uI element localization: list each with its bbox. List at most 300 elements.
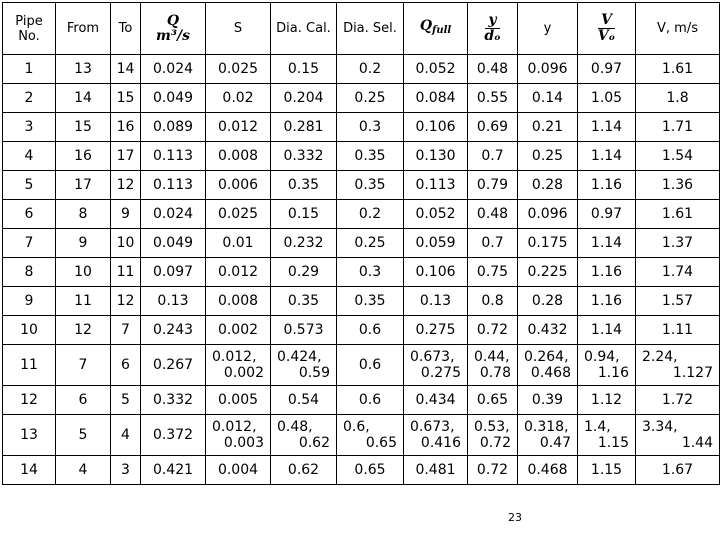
cell-y: [518, 386, 578, 415]
cell-dia-sel-value: 0.6: [358, 357, 382, 373]
cell-dia-cal-value: 0.48,: [277, 419, 313, 435]
cell-pipe-no: 14: [3, 456, 56, 485]
cell-v-ms-value: 1.11: [661, 322, 694, 338]
cell-s: [206, 415, 271, 456]
cell-y: [518, 287, 578, 316]
header-q-symbol: Q: [166, 12, 180, 29]
cell-dia-cal: [271, 84, 337, 113]
cell-y-over-do-value: 0.65: [476, 392, 509, 408]
cell-s-value: 0.002: [217, 322, 259, 338]
cell-to: 3: [111, 456, 141, 485]
cell-s-value: 0.012,: [212, 419, 257, 435]
cell-v-over-vo: [578, 287, 636, 316]
cell-from: 4: [56, 456, 111, 485]
cell-v-ms-value: 2.24,: [642, 349, 678, 365]
cell-from: 17: [56, 171, 111, 200]
cell-dia-cal-value: 0.232: [283, 235, 324, 251]
cell-s-value: 0.025: [217, 206, 259, 222]
cell-q: 0.049: [141, 229, 206, 258]
cell-dia-cal-value: 0.62: [298, 435, 330, 451]
cell-y-over-do: [468, 287, 518, 316]
cell-q-full-value: 0.481: [415, 462, 456, 478]
cell-dia-cal-value: 0.35: [287, 177, 320, 193]
cell-y-over-do-value: 0.7: [481, 148, 504, 164]
cell-dia-cal: [271, 345, 337, 386]
cell-y-over-do-value: 0.69: [476, 119, 509, 135]
cell-q: 0.13: [141, 287, 206, 316]
cell-v-ms-value: 1.127: [672, 365, 713, 381]
cell-pipe-no: 12: [3, 386, 56, 415]
cell-dia-sel: [337, 258, 404, 287]
cell-y: [518, 171, 578, 200]
cell-to: 14: [111, 55, 141, 84]
cell-y-value: 0.28: [531, 177, 564, 193]
cell-y-value: 0.225: [527, 264, 568, 280]
cell-y-value: 0.21: [531, 119, 564, 135]
cell-y-over-do-value: 0.72: [479, 435, 511, 451]
cell-v-over-vo: [578, 258, 636, 287]
cell-s-value: 0.005: [217, 392, 259, 408]
cell-s-value: 0.006: [217, 177, 259, 193]
header-y-over-do-den: dₒ: [484, 28, 501, 44]
cell-q-full: [404, 171, 468, 200]
cell-y-value: 0.432: [527, 322, 568, 338]
cell-dia-cal: [271, 456, 337, 485]
table-row: [3, 386, 720, 415]
cell-dia-sel-value: 0.6: [358, 392, 382, 408]
cell-dia-cal: [271, 258, 337, 287]
cell-q-full-value: 0.052: [415, 61, 456, 77]
header-y-over-do-num: y: [485, 13, 499, 29]
cell-to: 9: [111, 200, 141, 229]
table-row: [3, 142, 720, 171]
cell-from: 15: [56, 113, 111, 142]
cell-v-over-vo: [578, 229, 636, 258]
cell-dia-cal-value: 0.204: [283, 90, 324, 106]
cell-s: [206, 113, 271, 142]
cell-v-ms: [636, 386, 720, 415]
cell-pipe-no: 7: [3, 229, 56, 258]
cell-q: 0.089: [141, 113, 206, 142]
table-row: [3, 229, 720, 258]
cell-v-ms-value: 1.44: [681, 435, 713, 451]
cell-q-full-value: 0.113: [415, 177, 456, 193]
cell-pipe-no: 5: [3, 171, 56, 200]
cell-v-ms-value: 1.67: [661, 462, 694, 478]
cell-y: [518, 55, 578, 84]
cell-s-value: 0.002: [223, 365, 264, 381]
cell-dia-sel: [337, 316, 404, 345]
cell-dia-sel-value: 0.25: [354, 90, 386, 106]
cell-s-value: 0.01: [222, 235, 254, 251]
cell-y-over-do-value: 0.55: [476, 90, 509, 106]
cell-dia-cal: [271, 113, 337, 142]
cell-s-value: 0.003: [223, 435, 264, 451]
cell-pipe-no: 4: [3, 142, 56, 171]
cell-y-value: 0.096: [527, 206, 568, 222]
cell-q-full: [404, 316, 468, 345]
header-y-over-do: [468, 3, 518, 55]
header-dia-cal: Dia. Cal.: [271, 3, 337, 55]
cell-q-full-value: 0.673,: [410, 349, 455, 365]
cell-y-over-do-value: 0.79: [476, 177, 509, 193]
cell-v-over-vo-value: 1.4,: [584, 419, 611, 435]
cell-q-full-value: 0.084: [415, 90, 456, 106]
cell-v-ms: [636, 200, 720, 229]
cell-y-over-do-value: 0.44,: [474, 349, 510, 365]
cell-dia-sel-value: 0.6,: [343, 419, 370, 435]
table-row: [3, 316, 720, 345]
cell-y: [518, 316, 578, 345]
table-row: [3, 171, 720, 200]
cell-dia-sel-value: 0.65: [365, 435, 397, 451]
cell-from: 12: [56, 316, 111, 345]
cell-to: 5: [111, 386, 141, 415]
cell-to: 17: [111, 142, 141, 171]
cell-v-over-vo-value: 1.14: [590, 322, 623, 338]
cell-y: [518, 456, 578, 485]
cell-y-value: 0.25: [531, 148, 564, 164]
cell-y: [518, 345, 578, 386]
cell-s-value: 0.008: [217, 148, 259, 164]
cell-v-over-vo-value: 1.15: [590, 462, 623, 478]
cell-y-over-do: [468, 171, 518, 200]
cell-dia-cal-value: 0.573: [283, 322, 324, 338]
cell-y-over-do-value: 0.7: [481, 235, 504, 251]
cell-q-full-value: 0.673,: [410, 419, 455, 435]
table-row: [3, 287, 720, 316]
cell-s: [206, 55, 271, 84]
cell-dia-sel-value: 0.2: [358, 61, 382, 77]
cell-v-ms-value: 1.54: [661, 148, 694, 164]
cell-dia-cal-value: 0.54: [287, 392, 320, 408]
cell-to: 10: [111, 229, 141, 258]
cell-y-over-do-value: 0.75: [476, 264, 509, 280]
cell-dia-sel: [337, 386, 404, 415]
cell-s: [206, 287, 271, 316]
cell-y-over-do: [468, 200, 518, 229]
header-dia-sel: Dia. Sel.: [337, 3, 404, 55]
header-v-over-vo-num: V: [598, 13, 615, 29]
cell-pipe-no: 10: [3, 316, 56, 345]
cell-q-full: [404, 229, 468, 258]
cell-q: 0.097: [141, 258, 206, 287]
cell-y-over-do: [468, 415, 518, 456]
cell-s: [206, 386, 271, 415]
cell-v-ms-value: 1.57: [661, 293, 694, 309]
cell-from: 6: [56, 386, 111, 415]
cell-v-over-vo: [578, 142, 636, 171]
cell-from: 5: [56, 415, 111, 456]
cell-dia-cal-value: 0.62: [287, 462, 320, 478]
cell-to: 15: [111, 84, 141, 113]
cell-pipe-no: 1: [3, 55, 56, 84]
cell-from: 16: [56, 142, 111, 171]
cell-q-full-value: 0.434: [415, 392, 456, 408]
cell-y-over-do-value: 0.78: [479, 365, 511, 381]
header-q-unit: m³/s: [156, 27, 190, 44]
cell-v-over-vo-value: 1.16: [590, 293, 623, 309]
cell-dia-cal-value: 0.59: [298, 365, 330, 381]
header-q-full-sub: full: [432, 25, 452, 36]
cell-v-ms-value: 3.34,: [642, 419, 678, 435]
cell-q: 0.243: [141, 316, 206, 345]
table-row: [3, 415, 720, 456]
cell-dia-cal-value: 0.424,: [277, 349, 322, 365]
cell-y: [518, 229, 578, 258]
table-row: [3, 200, 720, 229]
cell-s: [206, 84, 271, 113]
cell-dia-cal-value: 0.35: [287, 293, 320, 309]
cell-s: [206, 229, 271, 258]
header-v-ms: V, m/s: [636, 3, 720, 55]
header-q: [141, 3, 206, 55]
cell-q-full-value: 0.106: [415, 264, 456, 280]
cell-q-full-value: 0.106: [415, 119, 456, 135]
cell-v-over-vo-value: 1.14: [590, 235, 623, 251]
table-body: [3, 55, 720, 485]
cell-y-over-do: [468, 316, 518, 345]
cell-dia-sel-value: 0.35: [354, 293, 386, 309]
cell-dia-cal: [271, 55, 337, 84]
cell-v-ms: [636, 316, 720, 345]
cell-q-full: [404, 287, 468, 316]
header-row: [3, 3, 720, 55]
cell-y-over-do-value: 0.53,: [474, 419, 510, 435]
table-row: [3, 55, 720, 84]
cell-dia-sel-value: 0.35: [354, 148, 386, 164]
header-v-over-vo: [578, 3, 636, 55]
cell-dia-cal-value: 0.29: [287, 264, 320, 280]
cell-pipe-no: 11: [3, 345, 56, 386]
cell-q: 0.421: [141, 456, 206, 485]
cell-pipe-no: 9: [3, 287, 56, 316]
cell-q-full: [404, 386, 468, 415]
cell-v-over-vo: [578, 386, 636, 415]
cell-v-ms-value: 1.74: [661, 264, 694, 280]
header-q-full: [404, 3, 468, 55]
cell-dia-sel: [337, 456, 404, 485]
cell-v-ms-value: 1.36: [661, 177, 694, 193]
header-to: To: [111, 3, 141, 55]
cell-y-over-do-value: 0.72: [476, 462, 509, 478]
cell-v-over-vo: [578, 171, 636, 200]
cell-dia-cal: [271, 386, 337, 415]
cell-v-ms: [636, 113, 720, 142]
cell-dia-cal-value: 0.15: [287, 206, 320, 222]
cell-q-full: [404, 415, 468, 456]
cell-v-over-vo: [578, 456, 636, 485]
cell-dia-sel-value: 0.25: [354, 235, 386, 251]
cell-v-over-vo-value: 0.97: [590, 206, 623, 222]
table-row: [3, 113, 720, 142]
cell-v-over-vo: [578, 316, 636, 345]
cell-dia-sel: [337, 415, 404, 456]
cell-dia-cal-value: 0.281: [283, 119, 324, 135]
cell-dia-sel: [337, 113, 404, 142]
cell-dia-sel: [337, 200, 404, 229]
cell-q-full: [404, 84, 468, 113]
cell-s-value: 0.008: [217, 293, 259, 309]
table-row: [3, 456, 720, 485]
cell-dia-sel-value: 0.3: [358, 264, 382, 280]
cell-y-value: 0.175: [527, 235, 568, 251]
cell-y-over-do: [468, 386, 518, 415]
cell-s-value: 0.012,: [212, 349, 257, 365]
cell-s-value: 0.004: [217, 462, 259, 478]
cell-from: 7: [56, 345, 111, 386]
cell-y-over-do: [468, 345, 518, 386]
cell-to: 12: [111, 171, 141, 200]
cell-q: 0.024: [141, 200, 206, 229]
cell-v-over-vo-value: 1.16: [597, 365, 629, 381]
cell-to: 16: [111, 113, 141, 142]
cell-dia-cal: [271, 316, 337, 345]
cell-dia-cal: [271, 415, 337, 456]
cell-s: [206, 316, 271, 345]
cell-q: 0.024: [141, 55, 206, 84]
cell-to: 12: [111, 287, 141, 316]
cell-q: 0.372: [141, 415, 206, 456]
header-from: From: [56, 3, 111, 55]
table-row: [3, 345, 720, 386]
cell-pipe-no: 8: [3, 258, 56, 287]
cell-dia-cal: [271, 229, 337, 258]
page-number: 23: [508, 511, 522, 524]
cell-dia-sel: [337, 287, 404, 316]
cell-q-full-value: 0.052: [415, 206, 456, 222]
cell-dia-sel-value: 0.6: [358, 322, 382, 338]
cell-v-over-vo: [578, 55, 636, 84]
cell-q-full-value: 0.275: [415, 322, 456, 338]
cell-s-value: 0.025: [217, 61, 259, 77]
cell-q: 0.332: [141, 386, 206, 415]
cell-from: 14: [56, 84, 111, 113]
cell-q-full-value: 0.13: [419, 293, 452, 309]
cell-y-over-do-value: 0.72: [476, 322, 509, 338]
header-s: S: [206, 3, 271, 55]
cell-y-over-do-value: 0.48: [476, 206, 509, 222]
cell-v-ms-value: 1.61: [661, 61, 694, 77]
cell-v-ms: [636, 345, 720, 386]
cell-dia-cal: [271, 287, 337, 316]
header-q-full-symbol: Q: [419, 18, 433, 34]
cell-y: [518, 258, 578, 287]
cell-y-over-do-value: 0.48: [476, 61, 509, 77]
cell-q-full-value: 0.059: [415, 235, 456, 251]
cell-q-full: [404, 258, 468, 287]
cell-v-ms: [636, 142, 720, 171]
cell-y-over-do: [468, 84, 518, 113]
cell-q-full: [404, 456, 468, 485]
cell-pipe-no: 3: [3, 113, 56, 142]
cell-v-over-vo-value: 1.14: [590, 119, 623, 135]
cell-s: [206, 171, 271, 200]
header-y: y: [518, 3, 578, 55]
cell-v-over-vo-value: 1.14: [590, 148, 623, 164]
cell-y-over-do: [468, 113, 518, 142]
cell-dia-sel-value: 0.65: [354, 462, 386, 478]
cell-s: [206, 258, 271, 287]
cell-q-full: [404, 345, 468, 386]
cell-to: 11: [111, 258, 141, 287]
cell-s: [206, 142, 271, 171]
cell-q: 0.049: [141, 84, 206, 113]
cell-v-ms: [636, 84, 720, 113]
cell-dia-sel: [337, 345, 404, 386]
cell-dia-sel-value: 0.3: [358, 119, 382, 135]
cell-y-over-do: [468, 142, 518, 171]
cell-s-value: 0.012: [217, 264, 259, 280]
cell-v-over-vo-value: 1.12: [590, 392, 623, 408]
cell-dia-sel: [337, 142, 404, 171]
cell-y: [518, 415, 578, 456]
header-v-over-vo-den: Vₒ: [597, 28, 616, 44]
cell-v-over-vo: [578, 415, 636, 456]
cell-dia-sel-value: 0.2: [358, 206, 382, 222]
header-pipe-no: Pipe No.: [3, 3, 56, 55]
cell-q: 0.267: [141, 345, 206, 386]
cell-dia-cal: [271, 200, 337, 229]
cell-dia-cal: [271, 171, 337, 200]
cell-y-over-do: [468, 229, 518, 258]
cell-dia-cal: [271, 142, 337, 171]
cell-y-over-do: [468, 456, 518, 485]
cell-y-value: 0.28: [531, 293, 564, 309]
pipe-design-table: [2, 2, 720, 485]
cell-to: 6: [111, 345, 141, 386]
cell-v-over-vo: [578, 345, 636, 386]
cell-to: 7: [111, 316, 141, 345]
cell-v-ms-value: 1.37: [661, 235, 694, 251]
cell-pipe-no: 6: [3, 200, 56, 229]
table-row: [3, 258, 720, 287]
cell-v-ms-value: 1.8: [666, 90, 689, 106]
cell-v-ms: [636, 415, 720, 456]
cell-y-over-do: [468, 55, 518, 84]
cell-v-over-vo-value: 1.05: [590, 90, 623, 106]
cell-q-full-value: 0.275: [420, 365, 461, 381]
cell-v-ms-value: 1.61: [661, 206, 694, 222]
cell-dia-sel: [337, 229, 404, 258]
cell-y-over-do: [468, 258, 518, 287]
cell-y-value: 0.264,: [524, 349, 569, 365]
cell-v-ms-value: 1.72: [661, 392, 694, 408]
cell-dia-sel: [337, 171, 404, 200]
cell-q-full: [404, 200, 468, 229]
cell-y: [518, 84, 578, 113]
cell-y-over-do-value: 0.8: [481, 293, 504, 309]
cell-from: 10: [56, 258, 111, 287]
cell-y: [518, 200, 578, 229]
cell-q: 0.113: [141, 171, 206, 200]
cell-v-over-vo: [578, 113, 636, 142]
cell-v-over-vo: [578, 200, 636, 229]
cell-pipe-no: 2: [3, 84, 56, 113]
cell-y-value: 0.318,: [524, 419, 569, 435]
cell-v-ms: [636, 229, 720, 258]
cell-dia-sel: [337, 55, 404, 84]
cell-v-ms-value: 1.71: [661, 119, 694, 135]
cell-v-ms: [636, 55, 720, 84]
cell-s-value: 0.012: [217, 119, 259, 135]
cell-from: 11: [56, 287, 111, 316]
cell-y-value: 0.468: [527, 462, 568, 478]
cell-v-over-vo-value: 1.16: [590, 264, 623, 280]
cell-y-value: 0.47: [539, 435, 571, 451]
cell-dia-sel: [337, 84, 404, 113]
cell-q-full-value: 0.416: [420, 435, 461, 451]
